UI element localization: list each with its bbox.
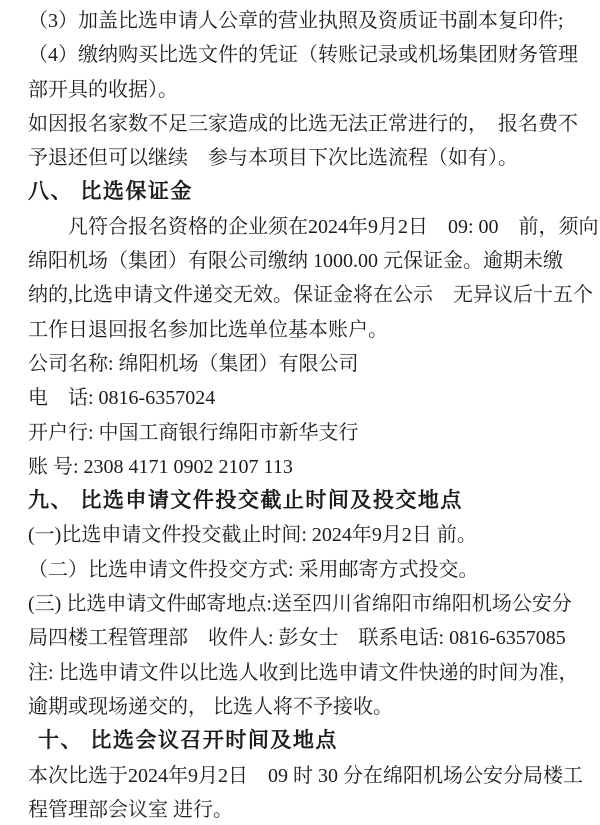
text-line: 纳的,比选申请文件递交无效。保证金将在公示 无异议后十五个 bbox=[28, 284, 593, 307]
text-line: 工作日退回报名参加比选单位基本账户。 bbox=[28, 318, 388, 341]
text-line: 绵阳机场（集团）有限公司缴纳 1000.00 元保证金。逾期未缴 bbox=[28, 250, 563, 273]
text-line: 如因报名家数不足三家造成的比选无法正常进行的， 报名费不 bbox=[28, 112, 578, 135]
section-heading: 九、 比选申请文件投交截止时间及投交地点 bbox=[28, 489, 463, 513]
text-line: （3）加盖比选申请人公章的营业执照及资质证书副本复印件; bbox=[28, 10, 564, 32]
text-line: 账 号: 2308 4171 0902 2107 113 bbox=[28, 455, 293, 478]
text-line: 予退还但可以继续 参与本项目下次比选流程（如有）。 bbox=[28, 147, 518, 170]
text-line: 电 话: 0816-6357024 bbox=[28, 387, 216, 410]
text-line: 开户行: 中国工商银行绵阳市新华支行 bbox=[28, 421, 359, 444]
section-heading: 十、 比选会议召开时间及地点 bbox=[38, 729, 338, 753]
text-line: 凡符合报名资格的企业须在2024年9月2日 09: 00 前，须向 bbox=[68, 215, 599, 238]
text-line: 注: 比选申请文件以比选人收到比选申请文件快递的时间为准， bbox=[28, 661, 579, 684]
text-line: （4）缴纳购买比选文件的凭证（转账记录或机场集团财务管理 bbox=[28, 44, 578, 67]
text-line: 部开具的收据）。 bbox=[28, 78, 178, 101]
text-line: (三) 比选申请文件邮寄地点:送至四川省绵阳市绵阳机场公安分 bbox=[28, 593, 572, 616]
text-line: 局四楼工程管理部 收件人: 彭女士 联系电话: 0816-6357085 bbox=[28, 627, 566, 650]
text-line: (一)比选申请文件投交截止时间: 2024年9月2日 前。 bbox=[28, 524, 477, 547]
text-line: 程管理部会议室 进行。 bbox=[28, 798, 233, 821]
section-heading: 八、 比选保证金 bbox=[28, 180, 193, 204]
text-line: 本次比选于2024年9月2日 09 时 30 分在绵阳机场公安分局楼工 bbox=[28, 764, 583, 787]
text-line: 逾期或现场递交的， 比选人将不予接收。 bbox=[28, 695, 393, 718]
text-line: （二）比选申请文件投交方式: 采用邮寄方式投交。 bbox=[28, 558, 479, 581]
text-line: 公司名称: 绵阳机场（集团）有限公司 bbox=[28, 352, 359, 375]
